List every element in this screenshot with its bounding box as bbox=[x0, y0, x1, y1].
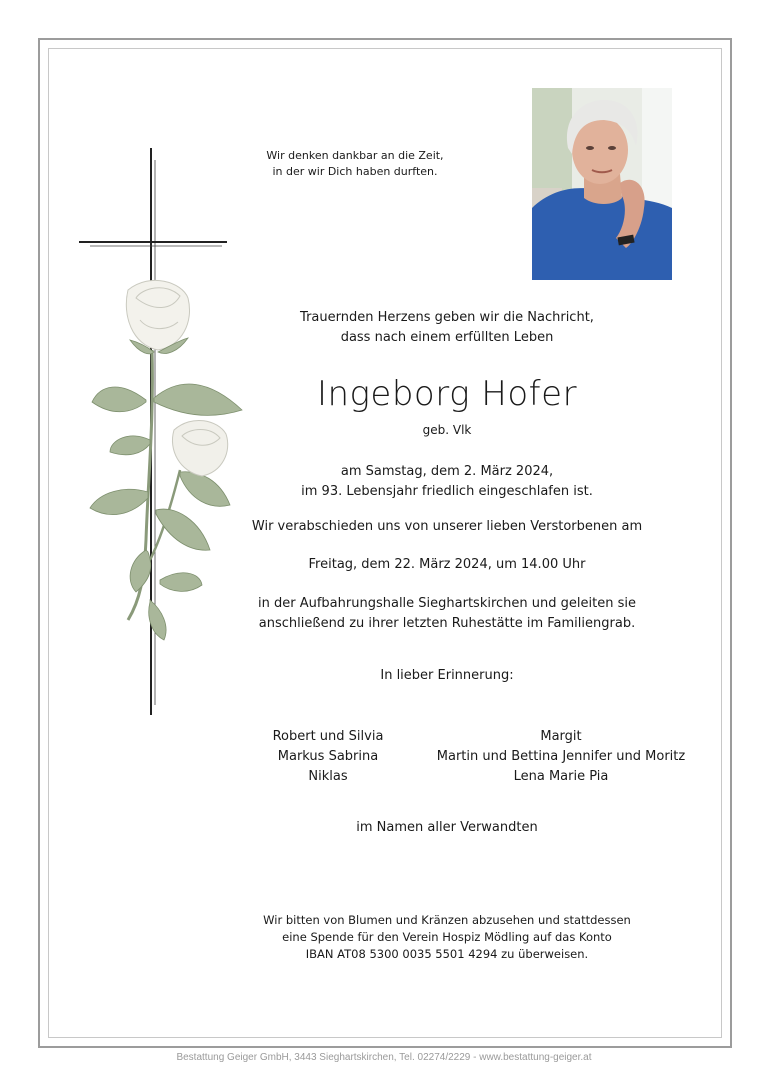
place-line-2: anschließend zu ihrer letzten Ruhestätte im Familiengrab. bbox=[258, 616, 636, 631]
donation-request bbox=[250, 912, 644, 963]
mourners-right-column bbox=[420, 727, 702, 787]
funeral-place bbox=[250, 594, 644, 634]
mourner-entry: Margit bbox=[540, 729, 582, 744]
death-line-2: im 93. Lebensjahr friedlich eingeschlafen ist. bbox=[301, 484, 593, 499]
death-details bbox=[250, 462, 644, 502]
mourners-left-column bbox=[248, 727, 408, 787]
death-line-1: am Samstag, dem 2. März 2024, bbox=[340, 464, 554, 479]
intro-line-2: dass nach einem erfüllten Leben bbox=[340, 330, 554, 345]
portrait-illustration bbox=[532, 88, 672, 280]
birth-name: geb. Vlk bbox=[422, 423, 472, 437]
mourner-entry: Lena Marie Pia bbox=[513, 769, 609, 784]
donation-line-1: Wir bitten von Blumen und Kränzen abzusehen und stattdessen bbox=[263, 913, 631, 927]
funeral-date: Freitag, dem 22. März 2024, um 14.00 Uhr bbox=[308, 557, 586, 572]
motto-line-2: in der wir Dich haben durften. bbox=[272, 165, 438, 178]
mourner-entry: Markus Sabrina bbox=[277, 749, 379, 764]
deceased-name: Ingeborg Hofer bbox=[316, 374, 578, 414]
motto bbox=[250, 148, 460, 180]
memory-heading: In lieber Erinnerung: bbox=[380, 668, 514, 683]
motto-line-1: Wir denken dankbar an die Zeit, bbox=[266, 149, 444, 162]
portrait-photo bbox=[532, 88, 672, 280]
announcement-intro bbox=[250, 308, 644, 348]
mourner-entry: Niklas bbox=[308, 769, 348, 784]
farewell-text: Wir verabschieden uns von unserer lieben Verstorbenen am bbox=[251, 519, 643, 534]
mourner-entry: Robert und Silvia bbox=[272, 729, 384, 744]
mourner-entry: Martin und Bettina Jennifer und Moritz bbox=[436, 749, 686, 764]
footer-contact: Bestattung Geiger GmbH, 3443 Sieghartskirchen, Tel. 02274/2229 - www.bestattung-geiger.at bbox=[176, 1052, 592, 1063]
cross-rose-illustration bbox=[70, 140, 260, 730]
donation-line-2: eine Spende für den Verein Hospiz Mödling auf das Konto bbox=[282, 930, 612, 944]
place-line-1: in der Aufbahrungshalle Sieghartskirchen und geleiten sie bbox=[258, 596, 636, 611]
intro-line-1: Trauernden Herzens geben wir die Nachricht, bbox=[300, 310, 594, 325]
relatives-note: im Namen aller Verwandten bbox=[356, 820, 538, 835]
donation-line-3: IBAN AT08 5300 0035 5501 4294 zu überweisen. bbox=[305, 947, 589, 961]
